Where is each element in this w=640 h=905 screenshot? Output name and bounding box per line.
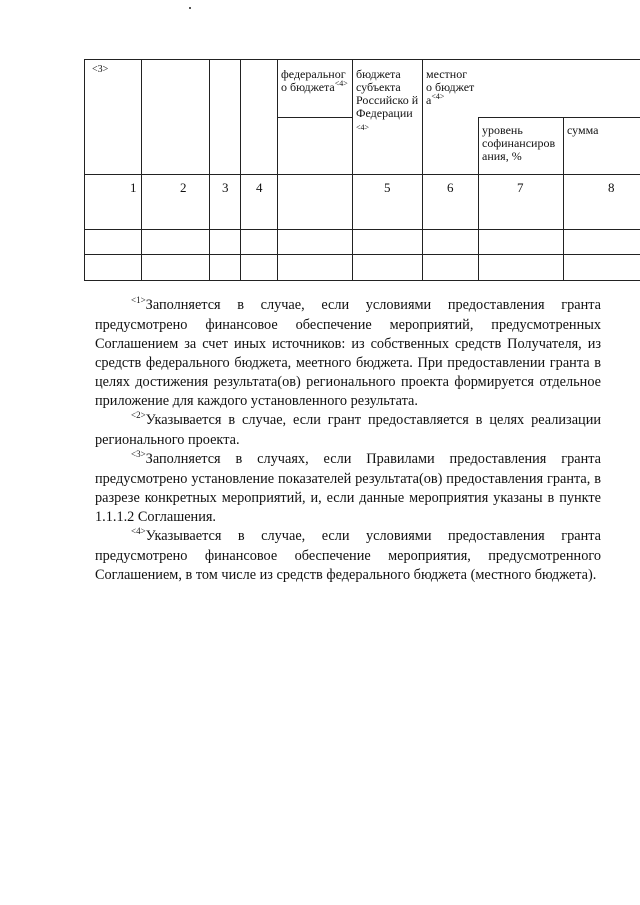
footnote-3-text: Заполняется в случаях, если Правилами предоставления гранта предусмотрено установление показателей результата(ов) предоставления гранта, в разрезе конкретных мероприятий, и, если данные мероприятия указаны в пункте 1.1.1.2 Соглашения. — [95, 451, 601, 525]
footnote-1 — [95, 296, 601, 411]
header-local-budget — [426, 68, 476, 108]
header-federal-text: федеральног о бюджета — [281, 67, 346, 94]
col1-note-marker: <3> — [92, 64, 109, 75]
footnote-1-text: Заполняется в случае, если условиями предоставления гранта предусмотрено финансовое обеспечение мероприятий, предусмотренных Соглашением за счет иных источников: из собственных средств Получателя, из средств федерального бюджета, меетного бюджета. При предоставлении гранта в целях достижения результата(ов) регионального проекта формируется отдельное приложение для каждого установленного результата. — [95, 297, 601, 409]
header-subject-budget — [356, 68, 420, 134]
header-cofinancing-level: уровень софинансиров ания, % — [482, 123, 556, 163]
col-border-0 — [84, 59, 85, 281]
footnote-2 — [95, 411, 601, 450]
footnote-4 — [95, 527, 601, 585]
header-subject-mark: <4> — [356, 123, 370, 132]
header-subject-text: бюджета субъекта Российско й Федерации — [356, 67, 419, 120]
col-number-7: 7 — [517, 180, 524, 195]
col-number-5: 5 — [384, 180, 391, 195]
row-rule-2 — [84, 254, 640, 255]
footnote-2-marker: <2> — [131, 410, 146, 420]
table-top-border — [84, 59, 640, 60]
col-border-4 — [277, 59, 278, 281]
col-border-7 — [478, 117, 479, 281]
header-local-mark: <4> — [431, 92, 445, 101]
footnote-3-marker: <3> — [131, 449, 146, 459]
col-number-2: 2 — [180, 180, 187, 195]
col-border-3 — [240, 59, 241, 281]
header-bottom-rule — [84, 174, 640, 175]
footnote-1-marker: <1> — [131, 295, 146, 305]
header-local-text: местног о бюджет а — [426, 67, 475, 107]
col-number-4: 4 — [256, 180, 263, 195]
row-rule-1 — [84, 229, 640, 230]
col-border-2 — [209, 59, 210, 281]
col-number-3: 3 — [222, 180, 229, 195]
col-border-1 — [141, 59, 142, 281]
col-number-8: 8 — [608, 180, 615, 195]
footnote-4-text: Указывается в случае, если условиями предоставления гранта предусмотрено финансовое обеспечение мероприятия, предусмотренного Соглашением, в том числе из средств федерального бюджета (местного бюджета). — [95, 528, 601, 583]
results-table — [0, 0, 640, 290]
header-federal-mark: <4> — [334, 79, 348, 88]
header-federal-budget — [281, 68, 349, 95]
cofinancing-subheader-rule — [478, 117, 640, 118]
col-border-5 — [352, 59, 353, 281]
col-border-6 — [422, 59, 423, 281]
col-border-8 — [563, 117, 564, 281]
footnote-3 — [95, 450, 601, 527]
footnote-4-marker: <4> — [131, 526, 146, 536]
federal-subheader-rule — [277, 117, 352, 118]
table-bottom-border — [84, 280, 640, 281]
footnote-2-text: Указывается в случае, если грант предоставляется в целях реализации регионального проекта. — [95, 412, 601, 448]
col-number-6: 6 — [447, 180, 454, 195]
header-cofinancing-sum: сумма — [567, 123, 599, 137]
footnotes — [95, 296, 601, 585]
col-number-1: 1 — [130, 180, 137, 195]
